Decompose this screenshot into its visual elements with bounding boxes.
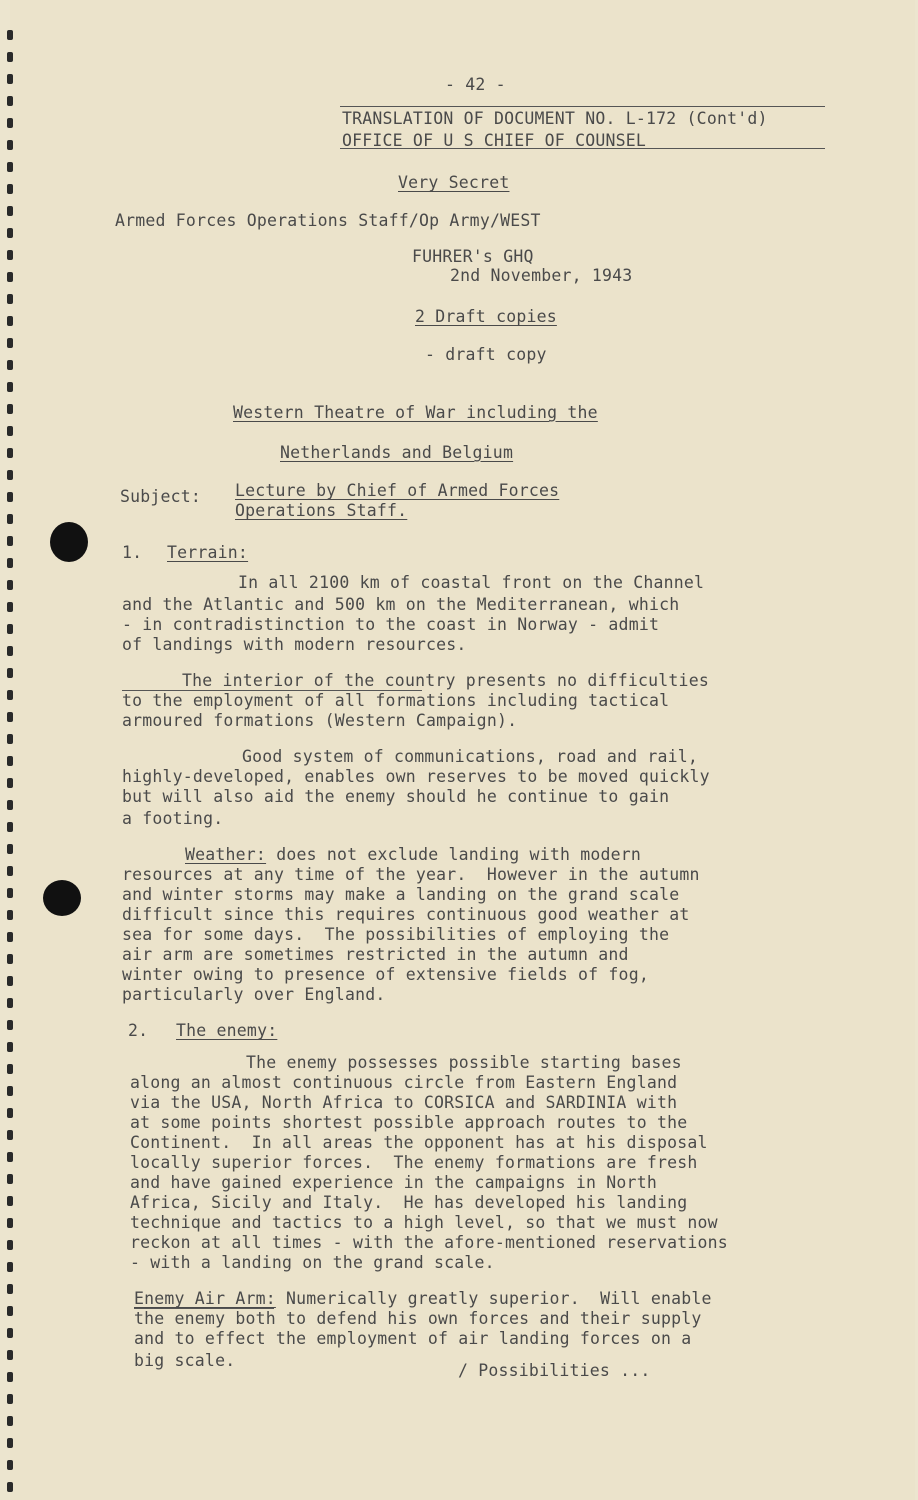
text-line: Africa, Sicily and Italy. He has developed his landing <box>130 1193 688 1212</box>
binder-hole <box>7 1284 13 1294</box>
header-line-1: TRANSLATION OF DOCUMENT NO. L-172 (Cont'd) <box>342 109 768 128</box>
air-arm-first-line: Numerically greatly superior. Will enable <box>275 1289 712 1308</box>
binder-hole <box>7 558 13 568</box>
page-number: - 42 - <box>445 75 506 94</box>
text-line: and winter storms may make a landing on the grand scale <box>122 885 680 904</box>
binder-hole <box>7 1152 13 1162</box>
text-line: the enemy both to defend his own forces and their supply <box>134 1309 702 1328</box>
text-line: a footing. <box>122 809 224 828</box>
binder-hole <box>7 294 13 304</box>
text-line: sea for some days. The possibilities of employing the <box>122 925 670 944</box>
binder-hole <box>7 580 13 590</box>
text-line <box>185 844 641 866</box>
binder-hole <box>7 206 13 216</box>
binder-hole <box>7 624 13 634</box>
binder-hole <box>7 404 13 414</box>
binder-hole <box>7 602 13 612</box>
binder-hole <box>7 184 13 194</box>
text-line: The interior of the country presents no difficulties <box>182 671 709 690</box>
binder-hole <box>7 756 13 766</box>
punch-hole-top <box>50 522 88 562</box>
section-2-number: 2. <box>128 1021 149 1040</box>
binder-hole <box>7 316 13 326</box>
text-line: and the Atlantic and 500 km on the Mediterranean, which <box>122 595 680 614</box>
binder-hole <box>7 1394 13 1404</box>
binder-hole <box>7 1218 13 1228</box>
binder-hole <box>7 1328 13 1338</box>
binder-hole <box>7 74 13 84</box>
air-arm-label: Enemy Air Arm: <box>134 1289 276 1308</box>
text-line: Continent. In all areas the opponent has at his disposal <box>130 1133 708 1152</box>
binder-hole <box>7 426 13 436</box>
section-2-heading: The enemy: <box>176 1021 278 1040</box>
binder-hole <box>7 1064 13 1074</box>
header-rule-1 <box>340 106 825 107</box>
text-line: winter owing to presence of extensive fields of fog, <box>122 965 649 984</box>
date: 2nd November, 1943 <box>450 266 633 285</box>
binder-hole <box>7 822 13 832</box>
text-line: The enemy possesses possible starting bases <box>246 1053 682 1072</box>
binder-hole <box>7 800 13 810</box>
text-line: at some points shortest possible approach routes to the <box>130 1113 688 1132</box>
binder-hole <box>7 1086 13 1096</box>
binder-hole <box>7 514 13 524</box>
pencil-underline <box>122 690 422 691</box>
punch-hole-bottom <box>43 880 81 916</box>
text-line: - with a landing on the grand scale. <box>130 1253 495 1272</box>
text-line: resources at any time of the year. However in the autumn <box>122 865 700 884</box>
header-rule-2 <box>340 148 825 149</box>
binder-hole <box>7 360 13 370</box>
copies: 2 Draft copies <box>415 307 557 326</box>
text-line: reckon at all times - with the afore-mentioned reservations <box>130 1233 728 1252</box>
binder-hole <box>7 976 13 986</box>
binder-hole <box>7 250 13 260</box>
header-line-2: OFFICE OF U S CHIEF OF COUNSEL <box>342 131 647 150</box>
weather-first-line: does not exclude landing with modern <box>266 845 642 864</box>
binder-hole <box>7 1108 13 1118</box>
weather-label: Weather: <box>185 845 267 864</box>
text-line: Good system of communications, road and rail, <box>242 747 699 766</box>
binder-hole <box>7 1020 13 1030</box>
document-page <box>10 0 915 1500</box>
binder-hole <box>7 1482 13 1492</box>
text-line: difficult since this requires continuous good weather at <box>122 905 690 924</box>
subject-line-2: Operations Staff. <box>235 501 408 520</box>
binder-hole <box>7 932 13 942</box>
title-line-2: Netherlands and Belgium <box>280 443 514 462</box>
section-1-heading: Terrain: <box>167 543 249 562</box>
binder-hole <box>7 1416 13 1426</box>
text-line: of landings with modern resources. <box>122 635 467 654</box>
binder-hole <box>7 338 13 348</box>
title-line-1: Western Theatre of War including the <box>233 403 598 422</box>
binder-hole <box>7 778 13 788</box>
subject-line-1: Lecture by Chief of Armed Forces <box>235 481 560 500</box>
binder-hole <box>7 162 13 172</box>
binder-hole <box>7 272 13 282</box>
text-line: technique and tactics to a high level, so that we must now <box>130 1213 718 1232</box>
binder-hole <box>7 646 13 656</box>
text-line: armoured formations (Western Campaign). <box>122 711 518 730</box>
binder-hole <box>7 1460 13 1470</box>
binder-hole <box>7 1350 13 1360</box>
text-line: but will also aid the enemy should he continue to gain <box>122 787 670 806</box>
binder-hole <box>7 1130 13 1140</box>
binder-hole <box>7 712 13 722</box>
text-line: air arm are sometimes restricted in the autumn and <box>122 945 629 964</box>
classification: Very Secret <box>398 173 510 192</box>
binder-hole <box>7 734 13 744</box>
binder-hole <box>7 888 13 898</box>
binder-hole <box>7 118 13 128</box>
binder-hole <box>7 448 13 458</box>
text-line: particularly over England. <box>122 985 386 1004</box>
binder-hole <box>7 954 13 964</box>
binder-hole <box>7 30 13 40</box>
place: FUHRER's GHQ <box>412 247 534 266</box>
binder-hole <box>7 690 13 700</box>
text-line: via the USA, North Africa to CORSICA and SARDINIA with <box>130 1093 678 1112</box>
binder-hole <box>7 96 13 106</box>
binder-hole <box>7 228 13 238</box>
binder-hole <box>7 1042 13 1052</box>
text-line: - in contradistinction to the coast in Norway - admit <box>122 615 660 634</box>
text-line: In all 2100 km of coastal front on the Channel <box>238 573 705 592</box>
binder-hole <box>7 140 13 150</box>
binder-hole <box>7 382 13 392</box>
pencil-underline <box>134 1308 274 1309</box>
binder-hole <box>7 1372 13 1382</box>
binder-hole <box>7 866 13 876</box>
text-line: highly-developed, enables own reserves to be moved quickly <box>122 767 710 786</box>
binder-hole <box>7 1438 13 1448</box>
binder-hole <box>7 1240 13 1250</box>
text-line: and have gained experience in the campaigns in North <box>130 1173 657 1192</box>
binder-hole <box>7 536 13 546</box>
continuation-note: / Possibilities ... <box>458 1361 651 1380</box>
text-line: and to effect the employment of air landing forces on a <box>134 1329 692 1348</box>
binder-hole <box>7 470 13 480</box>
copy-note: - draft copy <box>425 345 547 364</box>
binder-hole <box>7 910 13 920</box>
binder-hole <box>7 844 13 854</box>
section-1-number: 1. <box>122 543 143 562</box>
binder-hole <box>7 492 13 502</box>
binder-hole <box>7 52 13 62</box>
binder-hole <box>7 998 13 1008</box>
binder-hole <box>7 1196 13 1206</box>
issuer: Armed Forces Operations Staff/Op Army/WEST <box>115 211 541 230</box>
binder-hole <box>7 1306 13 1316</box>
text-line: along an almost continuous circle from Eastern England <box>130 1073 678 1092</box>
subject-label: Subject: <box>120 487 202 506</box>
binder-hole <box>7 1262 13 1272</box>
binder-hole <box>7 668 13 678</box>
text-line <box>134 1288 712 1310</box>
text-line: locally superior forces. The enemy formations are fresh <box>130 1153 698 1172</box>
text-line: big scale. <box>134 1351 236 1370</box>
text-line: to the employment of all formations including tactical <box>122 691 670 710</box>
binder-hole <box>7 1174 13 1184</box>
